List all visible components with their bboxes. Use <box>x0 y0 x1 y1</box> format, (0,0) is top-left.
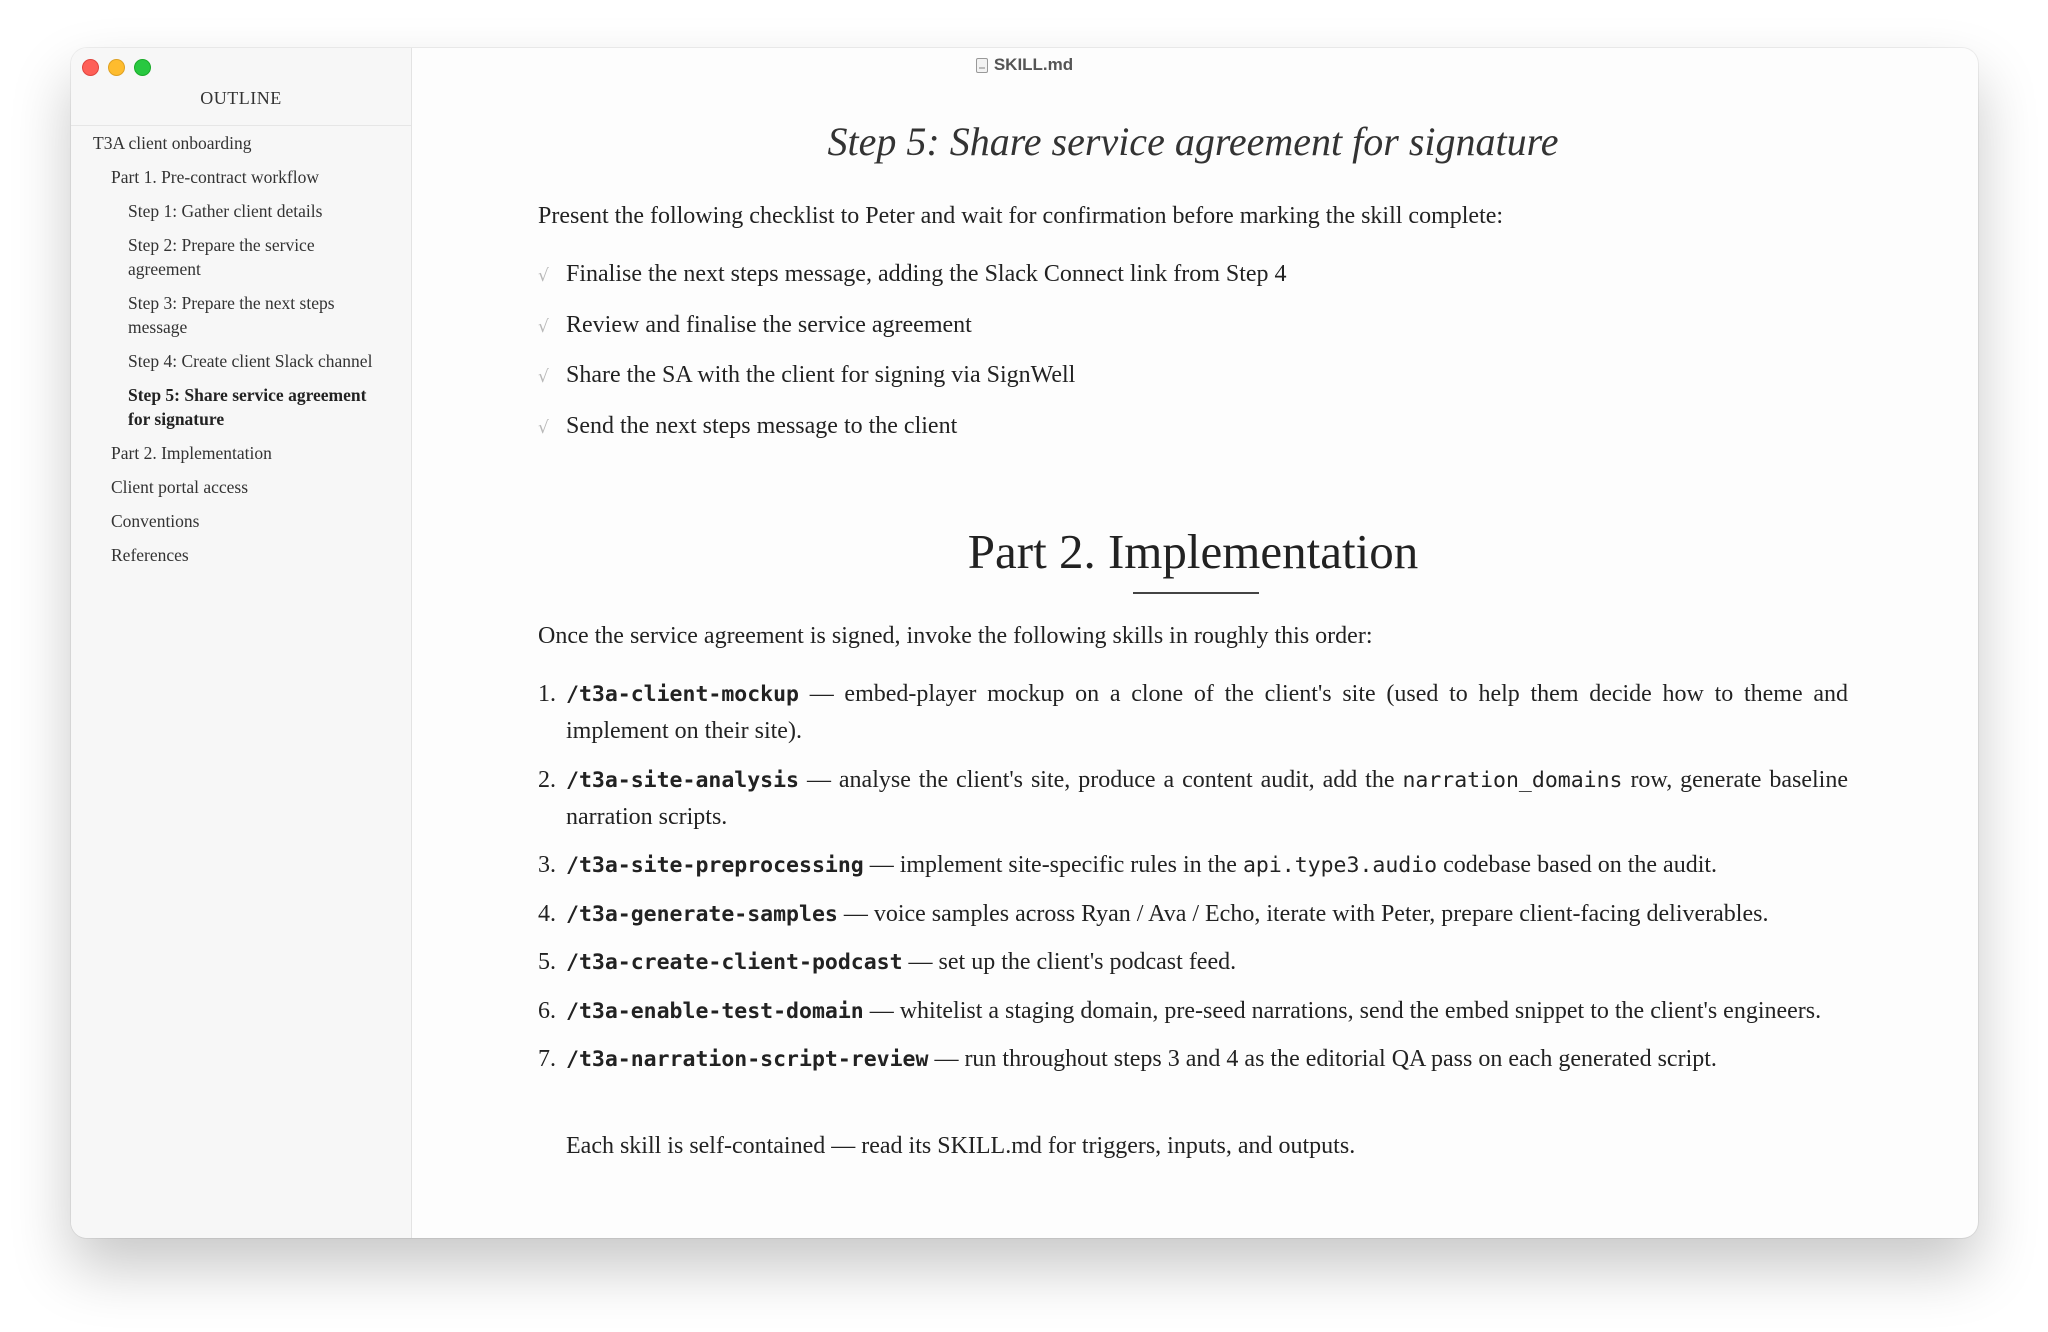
skill-command: /t3a-site-preprocessing <box>566 853 864 878</box>
zoom-window-button[interactable] <box>134 59 151 76</box>
app-window <box>71 48 1978 1238</box>
skill-description <box>566 896 1848 933</box>
inline-code: narration_domains <box>1402 767 1623 793</box>
outline-item-step-3[interactable]: Step 3: Prepare the next steps message <box>128 293 335 337</box>
skill-list-item <box>538 993 1848 1030</box>
skill-description <box>566 676 1848 750</box>
list-number: 2. <box>538 766 556 793</box>
skill-description <box>566 944 1848 981</box>
skill-command: /t3a-generate-samples <box>566 901 838 927</box>
skill-description <box>566 847 1848 884</box>
checklist-item <box>538 408 1287 447</box>
outline-item-step-2[interactable]: Step 2: Prepare the service agreement <box>128 235 315 279</box>
outline-item-client-portal-access[interactable]: Client portal access <box>111 477 249 497</box>
heading-underline <box>1133 592 1259 594</box>
skill-text: — embed-player mockup on a clone of the client's site (used to help them decide how to theme and implement on their site). <box>566 681 1848 744</box>
outline-item-step-1[interactable]: Step 1: Gather client details <box>128 201 323 221</box>
document-content[interactable] <box>412 48 1978 1238</box>
skill-text: — set up the client's podcast feed. <box>902 949 1237 975</box>
skill-text: — voice samples across Ryan / Ava / Echo, iterate with Peter, prepare client-facing deliverables. <box>837 900 1769 927</box>
outline-item-references[interactable]: References <box>111 545 189 565</box>
skills-list <box>538 676 1848 1090</box>
skill-list-item <box>538 676 1848 750</box>
skill-command: /t3a-site-analysis <box>566 767 799 793</box>
checklist-item-text: Share the SA with the client for signing via SignWell <box>566 362 1076 388</box>
checklist-item <box>538 256 1287 295</box>
outline-header: OUTLINE <box>71 85 411 126</box>
task-checklist <box>538 256 1287 458</box>
skill-command: /t3a-client-mockup <box>566 682 799 707</box>
skill-text: codebase based on the audit. <box>1437 852 1718 878</box>
skill-description <box>566 1041 1848 1078</box>
outline-item-step-4[interactable]: Step 4: Create client Slack channel <box>128 351 373 371</box>
checklist-item-text: Review and finalise the service agreement <box>566 311 972 338</box>
check-icon[interactable]: √ <box>538 417 549 438</box>
skill-text: — whitelist a staging domain, pre-seed narrations, send the embed snippet to the client's engineers. <box>863 997 1822 1024</box>
minimize-window-button[interactable] <box>108 59 125 76</box>
step-5-heading: Step 5: Share service agreement for signature <box>827 119 1559 164</box>
window-controls <box>82 59 151 76</box>
skill-text: — implement site-specific rules in the <box>863 852 1243 878</box>
document-icon <box>976 58 988 73</box>
checklist-item-text: Finalise the next steps message, adding the Slack Connect link from Step 4 <box>566 261 1287 287</box>
outline-sidebar <box>71 48 412 1238</box>
checklist-item-text: Send the next steps message to the client <box>566 412 958 439</box>
window-title: SKILL.md <box>993 55 1074 74</box>
skill-description <box>566 993 1848 1030</box>
check-icon[interactable]: √ <box>538 266 549 286</box>
list-number: 5. <box>538 949 556 975</box>
outline-item-t3a-client-onboarding[interactable]: T3A client onboarding <box>93 133 252 153</box>
outline-item-conventions[interactable]: Conventions <box>111 511 200 531</box>
list-number: 4. <box>538 900 556 927</box>
skill-list-item <box>538 762 1848 836</box>
list-number: 1. <box>538 681 556 707</box>
list-number: 3. <box>538 852 556 878</box>
skill-list-item <box>538 896 1848 933</box>
list-number: 7. <box>538 1046 556 1072</box>
skill-command: /t3a-enable-test-domain <box>566 998 864 1024</box>
skill-command: /t3a-narration-script-review <box>566 1047 929 1072</box>
checklist-intro: Present the following checklist to Peter and wait for confirmation before marking the skill complete: <box>538 203 1504 229</box>
inline-code: api.type3.audio <box>1242 853 1438 878</box>
checklist-item <box>538 307 1287 346</box>
title-bar <box>71 48 1978 82</box>
outline-item-part-2[interactable]: Part 2. Implementation <box>111 443 272 463</box>
skill-text: row, generate baseline narration scripts. <box>566 766 1848 830</box>
part-2-heading: Part 2. Implementation <box>967 524 1419 579</box>
check-icon[interactable]: √ <box>538 367 549 387</box>
checklist-item <box>538 357 1287 396</box>
outline-item-part-1[interactable]: Part 1. Pre-contract workflow <box>111 167 319 187</box>
skill-list-item <box>538 944 1848 981</box>
skill-text: — run throughout steps 3 and 4 as the editorial QA pass on each generated script. <box>928 1046 1717 1072</box>
skill-description <box>566 762 1848 836</box>
skill-list-item <box>538 847 1848 884</box>
outline-item-step-5[interactable]: Step 5: Share service agreement for signature <box>128 385 367 429</box>
part-2-intro: Once the service agreement is signed, invoke the following skills in roughly this order: <box>538 623 1373 649</box>
skill-command: /t3a-create-client-podcast <box>566 950 903 975</box>
check-icon[interactable]: √ <box>538 316 549 337</box>
skill-text: — analyse the client's site, produce a content audit, add the <box>799 766 1403 793</box>
closing-note: Each skill is self-contained — read its SKILL.md for triggers, inputs, and outputs. <box>566 1133 1356 1159</box>
list-number: 6. <box>538 997 556 1024</box>
close-window-button[interactable] <box>82 59 99 76</box>
skill-list-item <box>538 1041 1848 1078</box>
outline-list <box>71 131 411 577</box>
